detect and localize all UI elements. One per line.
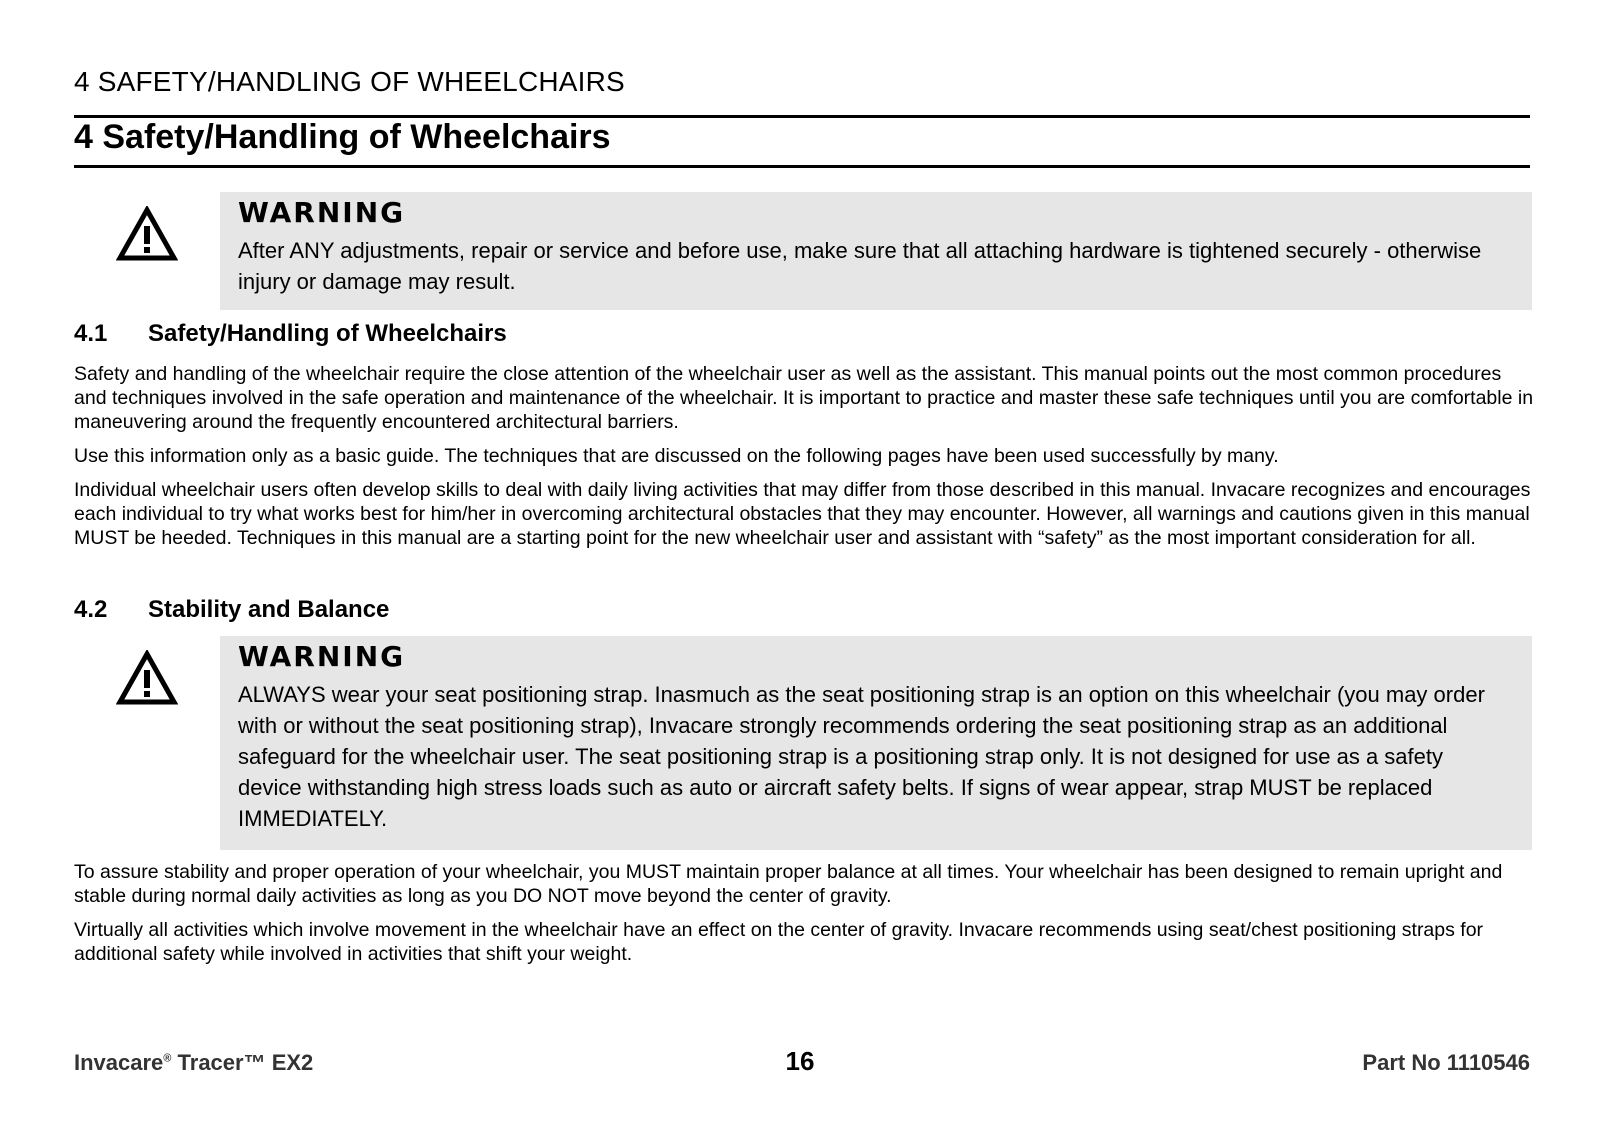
paragraph: To assure stability and proper operation of your wheelchair, you MUST maintain proper balance at all times. Your wheelchair has been designed to remain upright and stable during normal daily activities as long as you DO NOT move beyond the center of gravity. — [74, 861, 1503, 907]
section-title: Safety/Handling of Wheelchairs — [148, 320, 507, 347]
warning-title: WARNING — [238, 640, 406, 673]
section-title: Stability and Balance — [148, 596, 390, 623]
warning-triangle-icon — [116, 650, 178, 706]
warning-box-2 — [220, 636, 1532, 850]
registered-mark: ® — [163, 1052, 172, 1065]
paragraph: Virtually all activities which involve movement in the wheelchair have an effect on the center of gravity. Invacare recommends using seat/chest positioning straps for additional safety while involved in activities that shift your weight. — [74, 919, 1484, 965]
warning-triangle-icon — [116, 206, 178, 262]
running-header: 4 SAFETY/HANDLING OF WHEELCHAIRS — [74, 66, 625, 97]
paragraph: Use this information only as a basic guide. The techniques that are discussed on the following pages have been used successfully by many. — [74, 445, 1279, 467]
warning-text: After ANY adjustments, repair or service and before use, make sure that all attaching hardware is tightened securely - otherwise injury or damage may result. — [238, 238, 1482, 294]
page-number: 16 — [785, 1046, 815, 1076]
footer-brand: Invacare — [74, 1050, 164, 1075]
warning-box-1 — [220, 192, 1532, 310]
section-heading-4-2 — [74, 596, 389, 624]
chapter-title: 4 Safety/Handling of Wheelchairs — [74, 118, 611, 156]
warning-title: WARNING — [238, 196, 406, 229]
section-number: 4.1 — [74, 320, 108, 347]
part-number: Part No 1110546 — [1362, 1050, 1530, 1075]
paragraph: Individual wheelchair users often develop skills to deal with daily living activities that may differ from those described in this manual. Invacare recognizes and encourages each individual to try what works best for him/her in overcoming architectural obstacles that they may encounter. However, all warnings and cautions given in this manual MUST be heeded. Techniques in this manual are a starting point for the new wheelchair user and assistant with “safety” as the most important consideration for all. — [74, 479, 1531, 549]
footer-model: Tracer™ EX2 — [177, 1050, 314, 1075]
paragraph: Safety and handling of the wheelchair require the close attention of the wheelchair user as well as the assistant. This manual points out the most common procedures and techniques involved in the safe operation and maintenance of the wheelchair. It is important to practice and master these safe techniques until you are comfortable in maneuvering around the frequently encountered architectural barriers. — [74, 363, 1534, 433]
section-heading-4-1 — [74, 320, 507, 348]
warning-text: ALWAYS wear your seat positioning strap. Inasmuch as the seat positioning strap is an option on this wheelchair (you may order with or without the seat positioning strap), Invacare strongly recommends ordering the seat positioning strap as an additional safeguard for the wheelchair user. The seat positioning strap is a positioning strap only. It is not designed for use as a safety device withstanding high stress loads such as auto or aircraft safety belts. If signs of wear appear, strap MUST be replaced IMMEDIATELY. — [238, 682, 1485, 831]
header-rule-bottom — [74, 165, 1530, 168]
section-number: 4.2 — [74, 596, 108, 623]
